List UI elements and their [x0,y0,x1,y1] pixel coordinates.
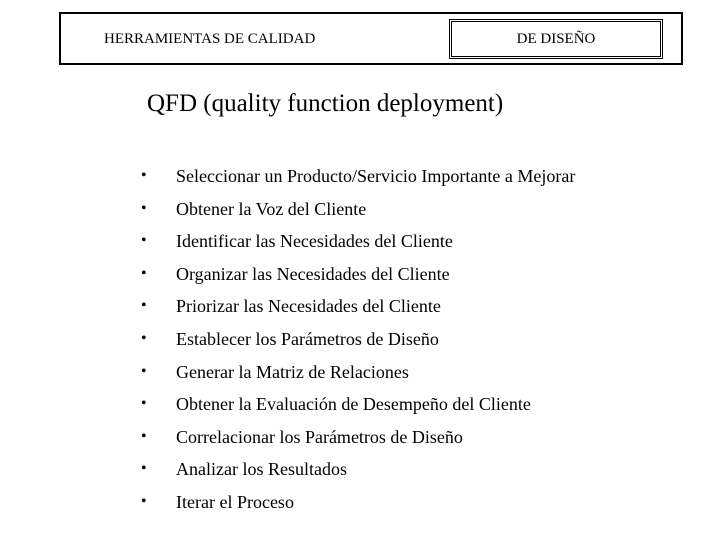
bullet-icon: • [141,427,147,445]
list-item-text: Iterar el Proceso [176,491,294,512]
list-item-text: Organizar las Necesidades del Cliente [176,263,450,284]
bullet-icon: • [141,460,147,478]
header-box [59,12,683,65]
bullet-icon: • [141,167,147,184]
bullet-icon: • [141,264,147,282]
header-left-label: HERRAMIENTAS DE CALIDAD [104,31,316,47]
header-right-label: DE DISEÑO [516,31,596,47]
list-item-text: Generar la Matriz de Relaciones [176,361,409,382]
list-item-text: Correlacionar los Parámetros de Diseño [176,426,463,447]
list-item-text: Obtener la Voz del Cliente [176,198,367,219]
list-item-text: Identificar las Necesidades del Cliente [176,231,453,252]
list-item-text: Establecer los Parámetros de Diseño [176,328,439,349]
list-item-text: Seleccionar un Producto/Servicio Importante a Mejorar [176,166,576,186]
list-item-text: Priorizar las Necesidades del Cliente [176,296,441,317]
bullet-icon: • [141,232,147,250]
bullet-icon: • [141,492,147,510]
list-item-text: Obtener la Evaluación de Desempeño del Cliente [176,394,531,415]
bullet-icon: • [141,297,147,315]
bullet-icon: • [141,395,147,413]
page-title: QFD (quality function deployment) [147,90,504,117]
bullet-icon: • [141,199,147,217]
header-right-box [451,21,661,57]
bullet-icon: • [141,329,147,347]
list-item-text: Analizar los Resultados [176,459,347,480]
bullet-icon: • [141,362,147,380]
